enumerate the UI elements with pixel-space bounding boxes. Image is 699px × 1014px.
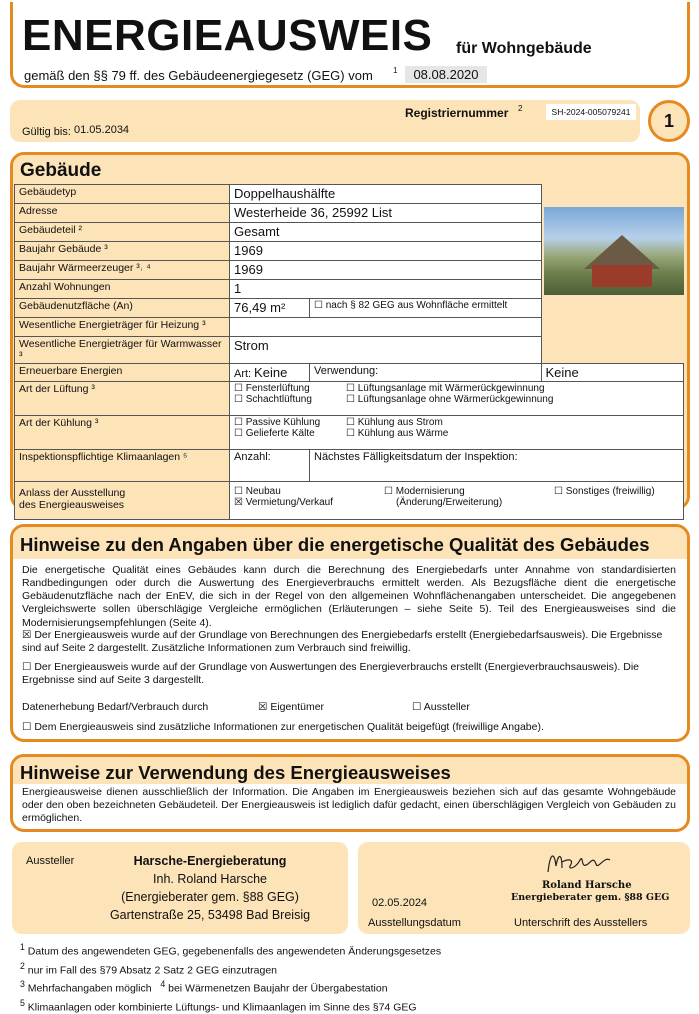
label-ac-inspection: Inspektionspflichtige Klimaanlagen ⁵ xyxy=(15,450,230,482)
renew-art-label: Art: xyxy=(234,368,252,380)
reason-mod-sub: (Änderung/Erweiterung) xyxy=(396,497,503,508)
issuer-label: Aussteller xyxy=(26,855,75,867)
cool-power-checkbox[interactable]: ☐ xyxy=(346,417,355,428)
house-roof xyxy=(584,235,660,269)
cool-passive-checkbox[interactable]: ☐ xyxy=(234,417,243,428)
quality-title: Hinweise zu den Angaben über die energetische Qualität des Gebäudes xyxy=(20,534,650,555)
building-table xyxy=(14,184,684,520)
label-year-built: Baujahr Gebäude ³ xyxy=(15,242,230,261)
document-subtitle: für Wohngebäude xyxy=(456,40,592,57)
label-ventilation: Art der Lüftung ³ xyxy=(15,382,230,416)
label-usable-area: Gebäudenutzfläche (An) xyxy=(15,299,230,318)
house-wall xyxy=(592,265,652,287)
vent-shaft-label: Schachtlüftung xyxy=(245,394,312,405)
collect-label: Datenerhebung Bedarf/Verbrauch durch xyxy=(22,701,209,713)
footnote-3: Mehrfachangaben möglich xyxy=(27,982,152,995)
signature-label: Unterschrift des Ausstellers xyxy=(514,917,648,929)
vent-window-checkbox[interactable]: ☐ xyxy=(234,383,243,394)
label-unit-count: Anzahl Wohnungen xyxy=(15,280,230,299)
reason-new-checkbox[interactable]: ☐ xyxy=(234,486,243,497)
usage-title: Hinweise zur Verwendung des Energieausweises xyxy=(20,762,451,783)
label-building-type: Gebäudetyp xyxy=(15,185,230,204)
footnote-2: nur im Fall des §79 Absatz 2 Satz 2 GEG einzutragen xyxy=(27,964,278,976)
consumption-checkbox[interactable]: ☐ xyxy=(22,661,32,673)
law-line: gemäß den §§ 79 ff. des Gebäudeenergiegesetz (GEG) vom xyxy=(24,68,373,83)
reason-rent-label: Vermietung/Verkauf xyxy=(245,497,334,508)
issuer-name: Harsche-Energieberatung xyxy=(133,854,287,868)
renew-use-value: Keine xyxy=(541,364,684,382)
registration-number: SH-2024-005079241 xyxy=(546,104,636,120)
reason-mod-checkbox[interactable]: ☐ xyxy=(384,486,393,497)
issuer-address: Gartenstraße 25, 53498 Bad Breisig xyxy=(109,908,311,922)
cool-passive-label: Passive Kühlung xyxy=(245,417,321,428)
cool-delivered-checkbox[interactable]: ☐ xyxy=(234,428,243,439)
signature-drawing xyxy=(540,846,620,880)
label-renewables: Erneuerbare Energien xyxy=(15,364,230,382)
footnote-1-number: 1 xyxy=(20,942,25,952)
law-footnote: 1 xyxy=(393,66,398,75)
cool-delivered-label: Gelieferte Kälte xyxy=(245,428,315,439)
building-photo xyxy=(544,207,684,295)
value-building-type: Doppelhaushälfte xyxy=(230,185,542,204)
renew-art-value: Keine xyxy=(254,365,288,380)
label-building-part: Gebäudeteil ² xyxy=(15,223,230,242)
law-date: 08.08.2020 xyxy=(405,66,487,83)
footnote-2-number: 2 xyxy=(20,960,25,971)
vent-nohr-label: Lüftungsanlage ohne Wärmerückgewinnung xyxy=(357,394,554,405)
reason-label-2: des Energieausweises xyxy=(19,499,125,511)
value-heater-year: 1969 xyxy=(230,261,542,280)
reason-rent-checkbox[interactable]: ☒ xyxy=(234,497,243,508)
collect-issuer-label: Aussteller xyxy=(423,701,470,713)
label-water-carrier: Wesentliche Energieträger für Warmwasser ³ xyxy=(15,337,230,364)
vent-window-label: Fensterlüftung xyxy=(245,383,310,394)
vent-nohr-checkbox[interactable]: ☐ xyxy=(346,394,355,405)
reason-label-1: Anlass der Ausstellung xyxy=(19,487,126,499)
vent-shaft-checkbox[interactable]: ☐ xyxy=(234,394,243,405)
label-address: Adresse xyxy=(15,204,230,223)
valid-label: Gültig bis: xyxy=(22,126,71,138)
value-building-part: Gesamt xyxy=(230,223,542,242)
value-address: Westerheide 36, 25992 List xyxy=(230,204,542,223)
quality-intro: Die energetische Qualität eines Gebäudes kann durch die Berechnung des Energiebedarfs unter Annahme von standardisierten Randbedingungen oder durch die Auswertung des Energieverbrauchs ermittelt werden. Als Bezugsfläche dient die energetische Gebäudenutzfläche nach der EnEV, die sich in der Regel von den allgemeinen Wohnflächenangaben unterscheidet. Die angegebenen Vergleichswerte sollen überschlägige Vergleiche ermöglichen (Erläuterungen – siehe Seite 5). Teil des Energieausweises sind die Modernisierungsempfehlungen (Seite 4). xyxy=(22,564,676,629)
footnote-4-number: 4 xyxy=(160,979,166,989)
vent-hr-checkbox[interactable]: ☐ xyxy=(346,383,355,394)
vent-hr-label: Lüftungsanlage mit Wärmerückgewinnung xyxy=(357,383,545,394)
footnote-3-number: 3 xyxy=(20,979,25,989)
insp-count-label: Anzahl: xyxy=(230,450,310,482)
document-title: ENERGIEAUSWEIS xyxy=(22,11,433,60)
collect-owner-checkbox[interactable]: ☒ xyxy=(258,701,268,713)
extra-info-checkbox[interactable]: ☐ xyxy=(22,721,32,733)
building-title: Gebäude xyxy=(20,160,102,181)
reason-mod-label: Modernisierung xyxy=(395,486,465,497)
label-cooling: Art der Kühlung ³ xyxy=(15,416,230,450)
signature-name: Roland Harsche xyxy=(542,880,632,891)
value-water-carrier: Strom xyxy=(230,337,542,364)
consumption-text: Der Energieausweis wurde auf der Grundlage von Auswertungen des Energieverbrauchs erstellt (Energieverbrauchsausweis). Die Ergebnisse sind auf Seite 3 dargestellt. xyxy=(22,661,639,687)
extra-info-label: Dem Energieausweis sind zusätzliche Informationen zur energetischen Qualität beigefügt (freiwillige Angabe). xyxy=(34,721,544,733)
collect-issuer-checkbox[interactable]: ☐ xyxy=(412,701,422,713)
reason-other-label: Sonstiges (freiwillig) xyxy=(565,486,655,497)
demand-checkbox[interactable]: ☒ xyxy=(22,629,32,641)
footnote-4: bei Wärmenetzen Baujahr der Übergabestation xyxy=(168,982,388,995)
signature-role: Energieberater gem. §88 GEG xyxy=(511,892,670,903)
usage-text: Energieausweise dienen ausschließlich der Information. Die Angaben im Energieausweis beziehen sich auf das gesamte Wohngebäude oder den oben bezeichneten Gebäudeteil. Der Energieausweis ist lediglich dafür gedacht, einen überschlägigen Vergleich von Gebäuden zu ermöglichen. xyxy=(22,786,676,825)
footnote-5-number: 5 xyxy=(20,997,25,1008)
area-check-label: nach § 82 GEG aus Wohnfläche ermittelt xyxy=(325,300,508,311)
reason-other-checkbox[interactable]: ☐ xyxy=(554,486,563,497)
label-heater-year: Baujahr Wärmeerzeuger ³˒ ⁴ xyxy=(15,261,230,280)
value-unit-count: 1 xyxy=(230,280,542,299)
issuer-owner: Inh. Roland Harsche xyxy=(153,872,267,886)
value-usable-area: 76,49 m² xyxy=(230,299,310,318)
footnote-1: Datum des angewendeten GEG, gegebenenfalls des angewendeten Änderungsgesetzes xyxy=(27,945,442,958)
footnotes xyxy=(20,940,441,1014)
page-number: 1 xyxy=(663,111,674,131)
reason-new-label: Neubau xyxy=(245,486,281,497)
label-heating-carrier: Wesentliche Energieträger für Heizung ³ xyxy=(15,318,230,337)
value-year-built: 1969 xyxy=(230,242,542,261)
cool-power-label: Kühlung aus Strom xyxy=(357,417,443,428)
footnote-5: Klimaanlagen oder kombinierte Lüftungs- und Klimaanlagen im Sinne des §74 GEG xyxy=(27,1001,417,1013)
insp-date-label: Nächstes Fälligkeitsdatum der Inspektion: xyxy=(310,450,684,482)
issue-date: 02.05.2024 xyxy=(372,897,428,909)
issue-date-label: Ausstellungsdatum xyxy=(368,917,461,929)
demand-text: Der Energieausweis wurde auf der Grundlage von Berechnungen des Energiebedarfs erstellt (Energiebedarfsausweis). Die Ergebnisse sind auf Seite 2 dargestellt. Zusätzliche Informationen zum Verbrauch sind freiwillig. xyxy=(22,629,663,655)
value-heating-carrier xyxy=(230,318,542,337)
collect-owner-label: Eigentümer xyxy=(270,701,325,713)
cool-heat-checkbox[interactable]: ☐ xyxy=(346,428,355,439)
area-checkbox[interactable]: ☐ xyxy=(314,300,323,311)
renew-use-label: Verwendung: xyxy=(310,364,542,382)
page-number-badge xyxy=(648,100,690,142)
valid-date: 01.05.2034 xyxy=(74,124,130,136)
registration-footnote: 2 xyxy=(518,104,523,113)
registration-label: Registriernummer xyxy=(405,106,509,120)
issuer-role: (Energieberater gem. §88 GEG) xyxy=(121,890,299,904)
cool-heat-label: Kühlung aus Wärme xyxy=(357,428,449,439)
